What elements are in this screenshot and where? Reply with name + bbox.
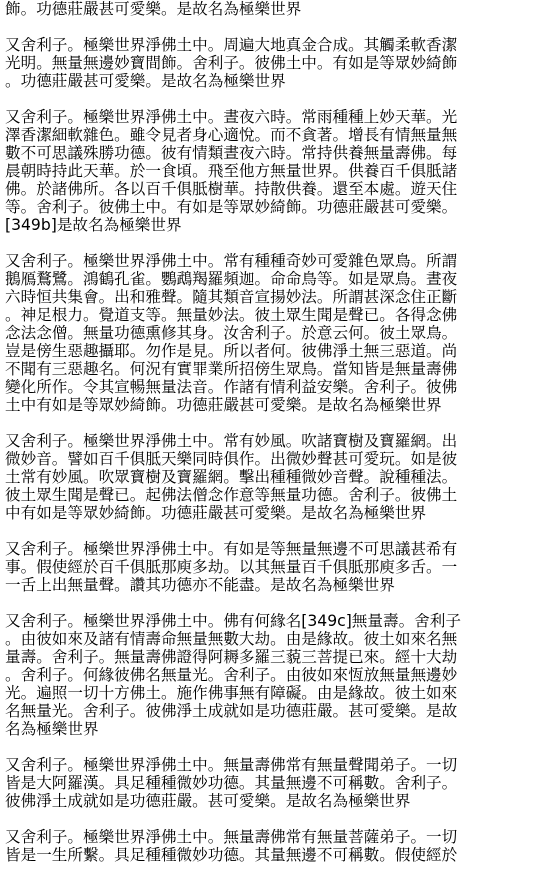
text-paragraph xyxy=(0,612,547,738)
text-paragraph xyxy=(0,252,547,414)
text-line: 。舍利子。何緣彼佛名無量光。舍利子。由彼如來恆放無量無邊妙 xyxy=(5,666,458,684)
text-paragraph xyxy=(0,0,547,18)
text-line: 又舍利子。極樂世界淨佛土中。常有種種奇妙可愛雜色眾鳥。所謂 xyxy=(5,252,458,270)
text-line: 。神足根力。覺道支等。無量妙法。彼土眾生聞是聲已。各得念佛 xyxy=(5,306,458,324)
text-line: 澤香潔細軟雜色。雖令見者身心適悅。而不貪著。增長有情無量無 xyxy=(5,126,458,144)
text-line: 彼土眾生聞是聲已。起佛法僧念作意等無量功德。舍利子。彼佛土 xyxy=(5,486,458,504)
text-line: 又舍利子。極樂世界淨佛土中。有如是等無量無邊不可思議甚希有 xyxy=(5,540,458,558)
text-line: 量壽。舍利子。無量壽佛證得阿耨多羅三藐三菩提已來。經十大劫 xyxy=(5,648,458,666)
text-line: 佛。於諸佛所。各以百千俱胝樹華。持散供養。還至本處。遊天住 xyxy=(5,180,458,198)
text-line: 晨朝時持此天華。於一食頃。飛至他方無量世界。供養百千俱胝諸 xyxy=(5,162,458,180)
text-line: 又舍利子。極樂世界淨佛土中。晝夜六時。常雨種種上妙天華。光 xyxy=(5,108,458,126)
text-line: 又舍利子。極樂世界淨佛土中。佛有何緣名[349c]無量壽。舍利子 xyxy=(5,612,461,630)
text-line: 皆是一生所繫。具足種種微妙功德。其量無邊不可稱數。假使經於 xyxy=(5,846,458,864)
text-line: 。功德莊嚴甚可愛樂。是故名為極樂世界 xyxy=(5,72,286,90)
text-line: 數不可思議殊勝功德。彼有情類晝夜六時。常持供養無量壽佛。每 xyxy=(5,144,458,162)
text-paragraph xyxy=(0,540,547,594)
text-line: 不聞有三惡趣名。何況有實罪業所招傍生眾鳥。當知皆是無量壽佛 xyxy=(5,360,458,378)
text-line: 彼佛淨土成就如是功德莊嚴。甚可愛樂。是故名為極樂世界 xyxy=(5,792,411,810)
text-line: 豈是傍生惡趣攝耶。勿作是見。所以者何。彼佛淨土無三惡道。尚 xyxy=(5,342,458,360)
text-line: 中有如是等眾妙綺飾。功德莊嚴甚可愛樂。是故名為極樂世界 xyxy=(5,504,427,522)
text-line: 光。遍照一切十方佛土。施作佛事無有障礙。由是緣故。彼土如來 xyxy=(5,684,458,702)
text-paragraph xyxy=(0,108,547,234)
text-paragraph xyxy=(0,432,547,522)
text-line: 又舍利子。極樂世界淨佛土中。常有妙風。吹諸寶樹及寶羅網。出 xyxy=(5,432,458,450)
text-paragraph xyxy=(0,756,547,810)
text-line: 名無量光。舍利子。彼佛淨土成就如是功德莊嚴。甚可愛樂。是故 xyxy=(5,702,458,720)
text-line: 。由彼如來及諸有情壽命無量無數大劫。由是緣故。彼土如來名無 xyxy=(5,630,458,648)
text-paragraph xyxy=(0,36,547,90)
text-paragraph xyxy=(0,828,547,864)
text-line: 又舍利子。極樂世界淨佛土中。無量壽佛常有無量聲聞弟子。一切 xyxy=(5,756,458,774)
text-line: 皆是大阿羅漢。具足種種微妙功德。其量無邊不可稱數。舍利子。 xyxy=(5,774,458,792)
text-line: 土常有妙風。吹眾寶樹及寶羅網。擊出種種微妙音聲。說種種法。 xyxy=(5,468,458,486)
text-line: 等。舍利子。彼佛土中。有如是等眾妙綺飾。功德莊嚴甚可愛樂。 xyxy=(5,198,458,216)
text-line: 又舍利子。極樂世界淨佛土中。周遍大地真金合成。其觸柔軟香潔 xyxy=(5,36,458,54)
text-line: 名為極樂世界 xyxy=(5,720,99,738)
text-line: 飾。功德莊嚴甚可愛樂。是故名為極樂世界 xyxy=(5,0,302,18)
text-line: 變化所作。令其宣暢無量法音。作諸有情利益安樂。舍利子。彼佛 xyxy=(5,378,458,396)
text-line: 又舍利子。極樂世界淨佛土中。無量壽佛常有無量菩薩弟子。一切 xyxy=(5,828,458,846)
text-line: [349b]是故名為極樂世界 xyxy=(5,216,182,234)
text-line: 事。假使經於百千俱胝那庾多劫。以其無量百千俱胝那庾多舌。一 xyxy=(5,558,458,576)
text-line: 微妙音。譬如百千俱胝天樂同時俱作。出微妙聲甚可愛玩。如是彼 xyxy=(5,450,458,468)
text-line: 鵝鴈鶩鷺。鴻鶴孔雀。鸚鵡羯羅頻迦。命命鳥等。如是眾鳥。晝夜 xyxy=(5,270,458,288)
text-line: 一舌上出無量聲。讚其功德亦不能盡。是故名為極樂世界 xyxy=(5,576,395,594)
text-line: 土中有如是等眾妙綺飾。功德莊嚴甚可愛樂。是故名為極樂世界 xyxy=(5,396,442,414)
text-line: 光明。無量無邊妙寶間飾。舍利子。彼佛土中。有如是等眾妙綺飾 xyxy=(5,54,458,72)
text-line: 念法念僧。無量功德熏修其身。汝舍利子。於意云何。彼土眾鳥。 xyxy=(5,324,458,342)
text-line: 六時恒共集會。出和雅聲。隨其類音宣揚妙法。所謂甚深念住正斷 xyxy=(5,288,458,306)
